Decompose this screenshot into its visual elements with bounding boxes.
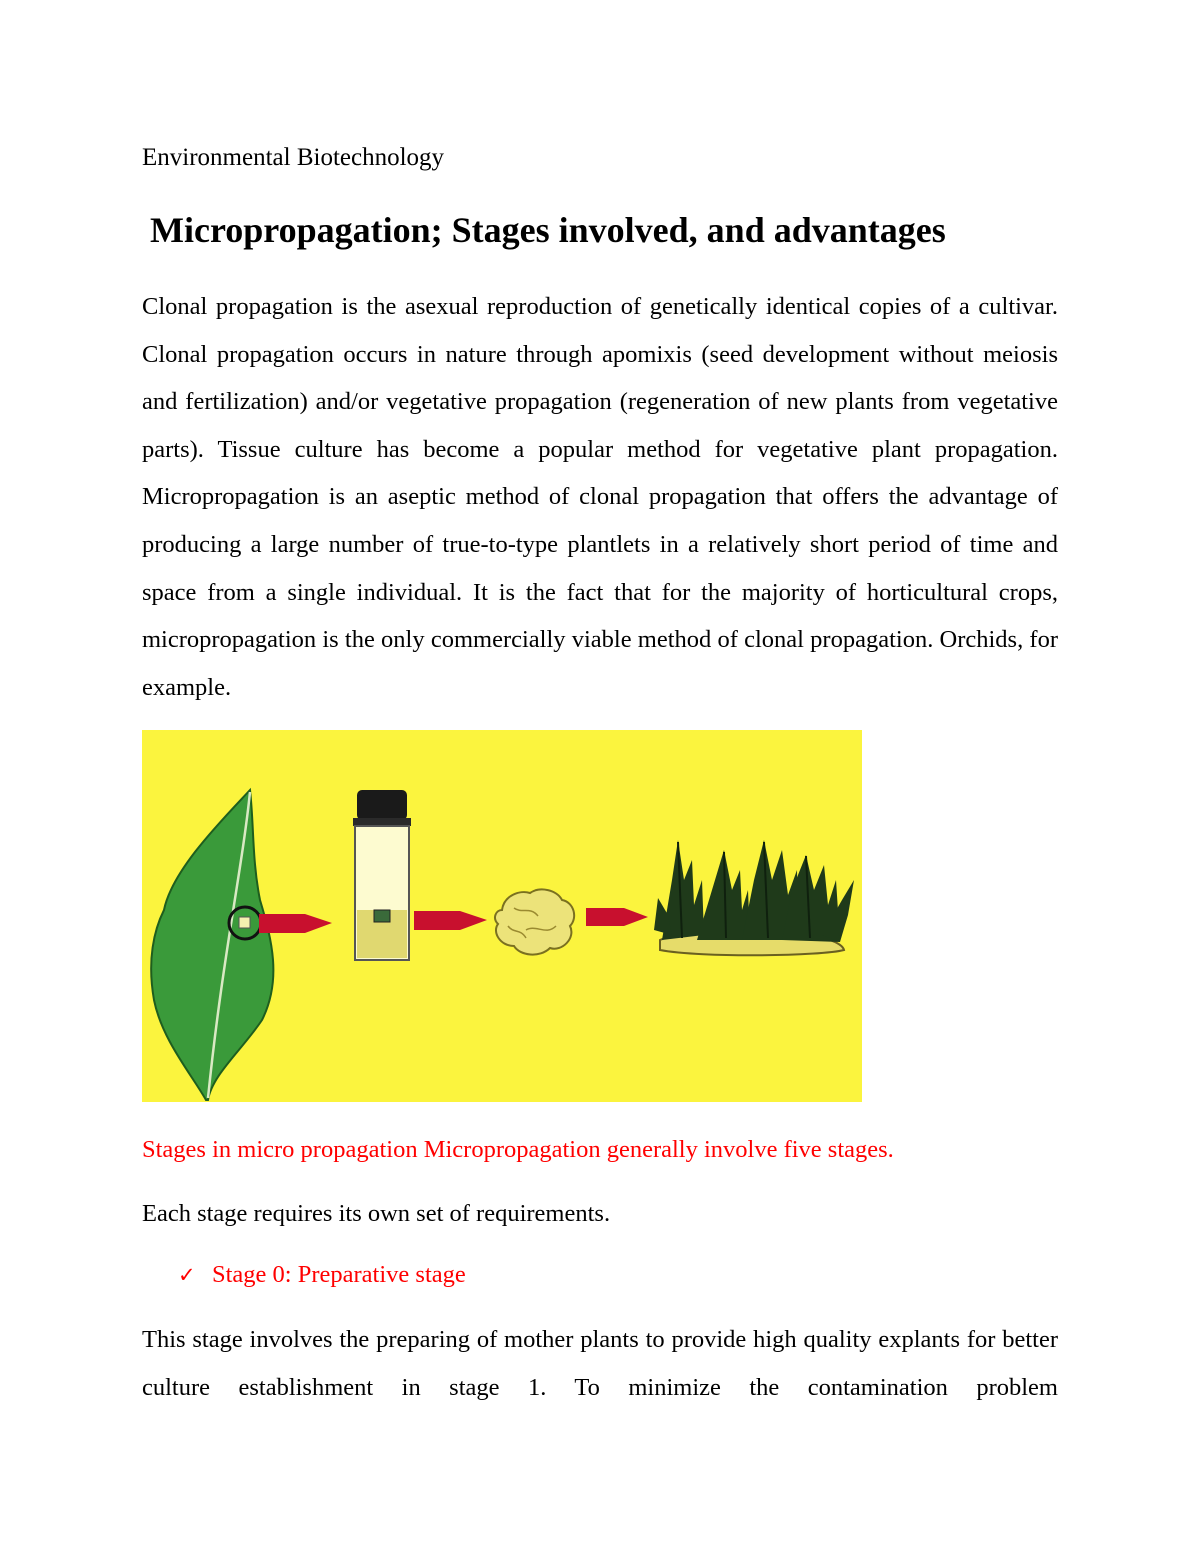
document-title: Micropropagation; Stages involved, and advantages [150,210,946,250]
stages-heading: Stages in micro propagation Micropropagation generally involve five stages. [142,1136,894,1163]
stage-item [178,1259,466,1291]
document-subject: Environmental Biotechnology [142,144,445,171]
stage0-paragraph: This stage involves the preparing of mother plants to provide high quality explants for better culture establishment in stage 1. To minimize the contamination problem [142,1326,1058,1401]
check-icon: ✓ [178,1263,196,1287]
stage-item-label: Stage 0: Preparative stage [212,1261,466,1288]
leaf-icon [151,790,273,1100]
arrow-icon [586,908,648,926]
micropropagation-figure [142,730,862,1102]
culture-vial-icon [353,790,411,960]
callus-icon [495,889,574,954]
arrow-icon [259,914,332,933]
intro-paragraph: Clonal propagation is the asexual reproduction of genetically identical copies of a cultivar. Clonal propagation occurs in nature through apomixis (seed development without meiosis and fertilization) and/or vegetative propagation (regeneration of new plants from vegetative parts). Tissue culture has become a popular method for vegetative plant propagation. Micropropagation is an aseptic method of clonal propagation that offers the advantage of producing a large number of true-to-type plantlets in a relatively short period of time and space from a single individual. It is the fact that for the majority of horticultural crops, micropropagation is the only commercially viable method of clonal propagation. Orchids, for example. [142,293,1058,701]
plantlets-icon [654,840,854,955]
arrow-icon [414,911,487,930]
stages-note: Each stage requires its own set of requirements. [142,1200,611,1227]
